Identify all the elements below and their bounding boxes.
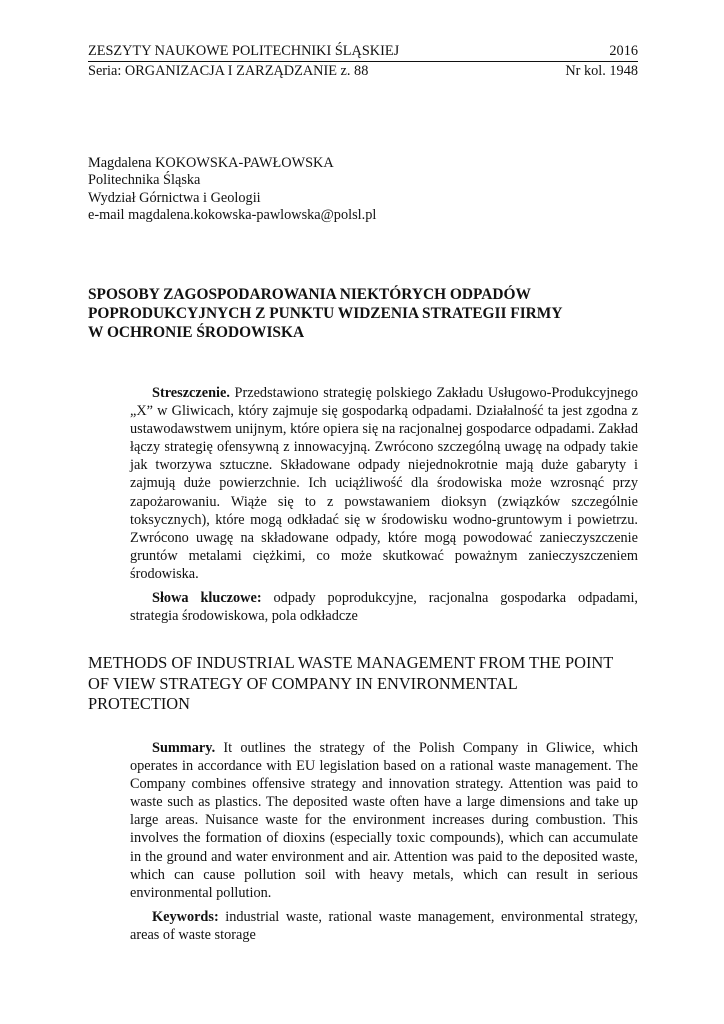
abstract-pl-body xyxy=(130,384,638,583)
keywords-en-label: Keywords: xyxy=(152,908,219,925)
abstract-en-label: Summary. xyxy=(152,740,216,756)
abstract-pl-label: Streszczenie. xyxy=(152,385,230,401)
title-pl-line: W OCHRONIE ŚRODOWISKA xyxy=(88,324,305,341)
title-en-line: OF VIEW STRATEGY OF COMPANY IN ENVIRONMENTAL xyxy=(88,673,518,693)
author-block xyxy=(88,155,376,224)
author-name: Magdalena KOKOWSKA-PAWŁOWSKA xyxy=(88,155,334,171)
running-header-top xyxy=(88,43,638,60)
title-pl-line: POPRODUKCYJNYCH Z PUNKTU WIDZENIA STRATEGII FIRMY xyxy=(88,305,563,322)
journal-year: 2016 xyxy=(609,43,638,59)
journal-name: ZESZYTY NAUKOWE POLITECHNIKI ŚLĄSKIEJ xyxy=(88,43,400,59)
title-en-line: METHODS OF INDUSTRIAL WASTE MANAGEMENT FROM THE POINT xyxy=(88,653,614,672)
author-faculty: Wydział Górnictwa i Geologii xyxy=(88,189,261,206)
title-en-line: PROTECTION xyxy=(88,694,190,713)
keywords-en xyxy=(130,908,638,944)
keywords-en-text: industrial waste, rational waste management, environmental strategy, areas of waste storage xyxy=(130,908,638,943)
abstract-en-body xyxy=(130,739,638,902)
title-english xyxy=(88,653,648,715)
title-polish xyxy=(88,285,648,342)
keywords-pl xyxy=(130,589,638,625)
keywords-pl-label: Słowa kluczowe: xyxy=(152,590,262,607)
running-header-bottom xyxy=(88,63,638,80)
series-info: Seria: ORGANIZACJA I ZARZĄDZANIE z. 88 xyxy=(88,63,369,79)
keywords-pl-text: odpady poprodukcyjne, racjonalna gospodarka odpadami, strategia środowiskowa, pola odkładcze xyxy=(130,590,639,625)
issue-number: Nr kol. 1948 xyxy=(565,63,638,79)
header-rule xyxy=(88,61,638,62)
abstract-en-text: It outlines the strategy of the Polish Company in Gliwice, which operates in accordance with EU legislation based on a rational waste management. The Company combines offensive strategy and innovation strategy. Attention was paid to waste such as plastics. The deposited waste often have a large dimensions and take up large areas. Nuisance waste for the environment increases during combustion. This involves the formation of dioxins (especially toxic compounds), which can accumulate in the ground and water environment and air. Attention was paid to the deposited waste, which can cause pollution soil with heavy metals, which can result in serious environmental pollution. xyxy=(130,740,638,901)
abstract-pl-text: Przedstawiono strategię polskiego Zakładu Usługowo-Produkcyjnego „X” w Gliwicach, który zajmuje się gospodarką odpadami. Działalność ta jest zgodna z ustawodawstwem unijnym, które opiera się na racjonalnej gospodarce odpadami. Zakład łączy strategię ofensywną z innowacyjną. Zwrócono szczególną uwagę na odpady takie jak tworzywa sztuczne. Składowane odpady niejednokrotnie mają duże gabaryty i zajmują duże powierzchnie. Ich uciążliwość dla środowiska może wzrosnąć przy zapożarowaniu. Wiąże się to z powstawaniem dioksyn (związków szczególnie toksycznych), które mogą odkładać się w środowisku wodno-gruntowym i powietrzu. Zwrócono uwagę na składowane odpady, które mogą powodować zanieczyszczenie gruntów metalami ciężkimi, co może skutkować poważnym zanieczyszczeniem środowiska. xyxy=(130,385,638,582)
abstract-english xyxy=(130,739,638,944)
author-email: e-mail magdalena.kokowska-pawlowska@polsl.pl xyxy=(88,206,377,223)
abstract-polish xyxy=(130,384,638,625)
title-pl-line: SPOSOBY ZAGOSPODAROWANIA NIEKTÓRYCH ODPADÓW xyxy=(88,286,531,303)
author-university: Politechnika Śląska xyxy=(88,172,201,189)
